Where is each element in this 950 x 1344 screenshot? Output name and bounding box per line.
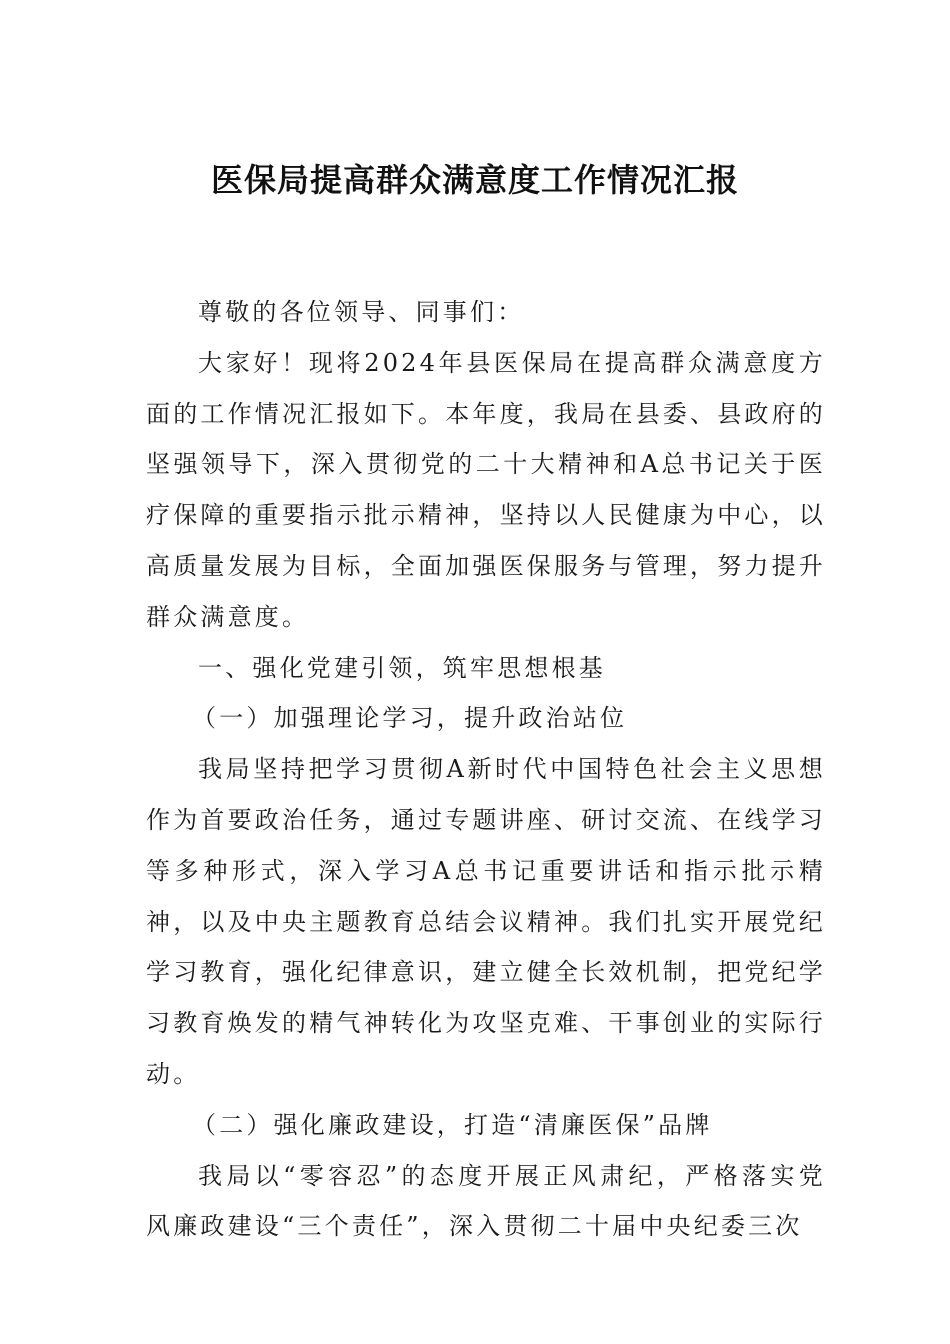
- body-paragraph-1-1: 我局坚持把学习贯彻A新时代中国特色社会主义思想作为首要政治任务，通过专题讲座、研讨交流、在线学习等多种形式，深入学习A总书记重要讲话和指示批示精神，以及中央主题教育总结会议精神。我们扎实开展党纪学习教育，强化纪律意识，建立健全长效机制，把党纪学习教育焕发的精气神转化为攻坚克难、干事创业的实际行动。: [146, 755, 826, 1088]
- body-paragraph-1-2: 我局以“零容忍”的态度开展正风肃纪，严格落实党风廉政建设“三个责任”，深入贯彻二十届中央纪委三次: [146, 1161, 826, 1241]
- salutation-paragraph: 尊敬的各位领导、同事们：: [198, 298, 525, 326]
- document-title: 医保局提高群众满意度工作情况汇报: [210, 161, 739, 199]
- document-body: [146, 287, 826, 1252]
- intro-paragraph: 大家好！现将2024年县医保局在提高群众满意度方面的工作情况汇报如下。本年度，我局在县委、县政府的坚强领导下，深入贯彻党的二十大精神和A总书记关于医疗保障的重要指示批示精神，坚持以人民健康为中心，以高质量发展为目标，全面加强医保服务与管理，努力提升群众满意度。: [146, 348, 826, 631]
- subsection-heading-1-1: （一）加强理论学习，提升政治站位: [192, 704, 628, 733]
- subsection-heading-1-2: （二）强化廉政建设，打造“清廉医保”品牌: [192, 1110, 713, 1139]
- section-heading-1: 一、强化党建引领，筑牢思想根基: [198, 653, 606, 682]
